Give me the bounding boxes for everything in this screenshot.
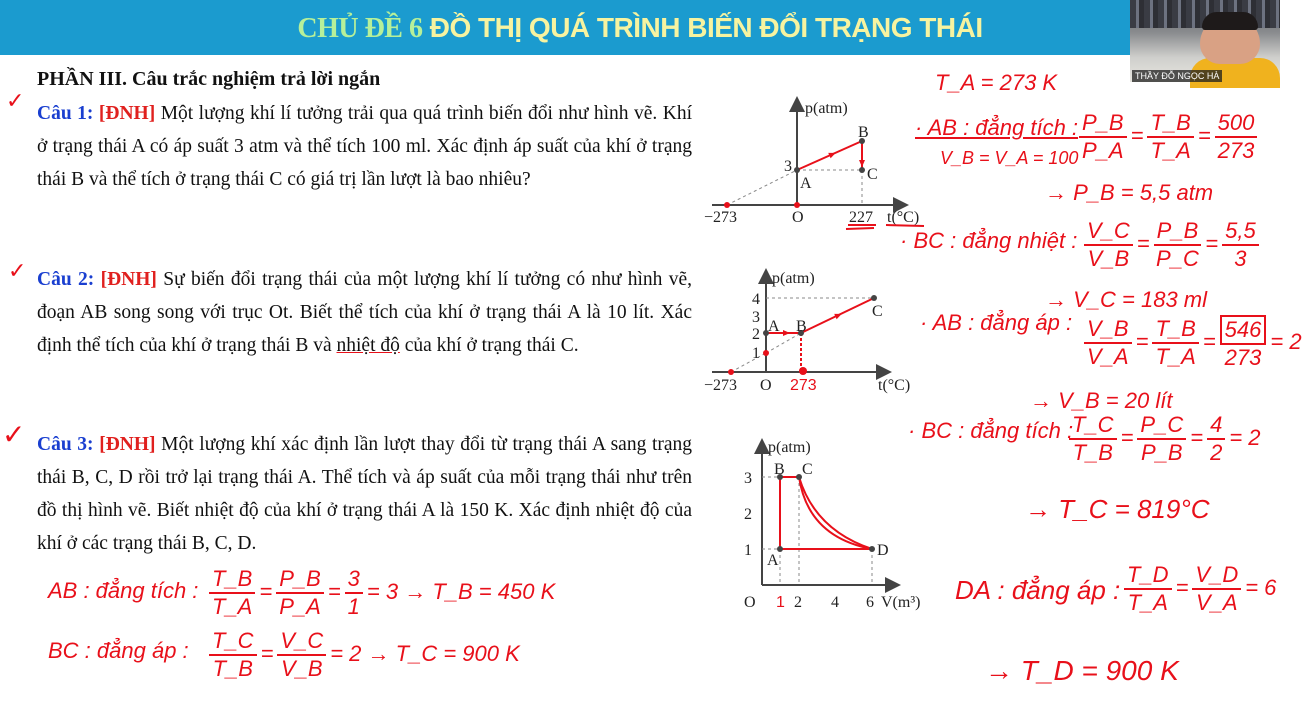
handwritten-dot bbox=[794, 202, 800, 208]
fraction bbox=[1222, 218, 1259, 272]
note-ta: T_A = 273 K bbox=[935, 70, 1058, 95]
y-axis-label: p(atm) bbox=[772, 270, 815, 287]
point-c bbox=[871, 295, 877, 301]
note-ab-isochoric: · AB : đẳng tích : bbox=[915, 115, 1079, 140]
note-ab2-equation: $\frac{V\_B}{V\_A}$ = $\frac{T\_B}{T\_A}$ = $\frac{546}{273}$ = 2 bbox=[1080, 315, 1302, 371]
x-axis-label: t(°C) bbox=[878, 377, 911, 394]
result: = 3 → T_B = 450 K bbox=[366, 578, 556, 604]
tick-label: −273 bbox=[704, 209, 738, 226]
numerator: P_B bbox=[1154, 218, 1202, 246]
origin-label: O bbox=[744, 594, 756, 611]
note-q3-ab-label: AB : đẳng tích : bbox=[48, 578, 199, 603]
question-tag: [ĐNH] bbox=[98, 103, 156, 124]
numerator: T_C bbox=[1069, 412, 1117, 440]
fraction bbox=[276, 566, 324, 620]
point-label-b: B bbox=[796, 318, 807, 335]
denominator: 2 bbox=[1210, 440, 1223, 465]
note-bc-isochoric: · BC : đẳng tích : bbox=[908, 418, 1074, 443]
note-da-equation: $\frac{T\_D}{T\_A}$ = $\frac{V\_D}{V\_A}$ = 6 bbox=[1120, 562, 1276, 616]
denominator: T_B bbox=[212, 656, 253, 681]
handwritten-dot bbox=[799, 367, 807, 375]
numerator: V_C bbox=[277, 628, 326, 656]
presenter-name: THẦY ĐỖ NGỌC HÀ bbox=[1132, 70, 1222, 82]
point-label-c: C bbox=[872, 303, 883, 320]
point-label-d: D bbox=[877, 542, 889, 559]
question-number: Câu 3: bbox=[37, 434, 94, 455]
extrapolation-line bbox=[731, 353, 766, 372]
numerator: T_B bbox=[1152, 316, 1198, 344]
point-label-a: A bbox=[800, 175, 812, 192]
point-label-a: A bbox=[768, 318, 780, 335]
numerator: V_B bbox=[1084, 316, 1132, 344]
denominator: T_A bbox=[1127, 590, 1168, 615]
origin-label: O bbox=[760, 377, 772, 394]
fraction bbox=[1137, 412, 1186, 466]
question-text: Một lượng khí lí tưởng trải qua quá trình biến đổi như hình vẽ. Khí ở trạng thái A có áp suất 3 atm và thể tích 100 ml. Xác định áp suất của khí ở trạng thái B và thể tích ở trạng thái C có giá trị lần lượt là bao nhiêu? bbox=[37, 103, 693, 190]
note-bc-isothermal: · BC : đẳng nhiệt : bbox=[900, 228, 1078, 253]
numerator: T_B bbox=[1147, 110, 1193, 138]
numerator: 500 bbox=[1215, 110, 1258, 138]
point-d bbox=[869, 546, 875, 552]
note-vb: → V_B = 20 lít bbox=[1030, 388, 1173, 413]
graph-3 bbox=[744, 439, 920, 611]
fraction bbox=[1207, 412, 1225, 466]
denominator: P_B bbox=[1141, 440, 1183, 465]
question-tag: [ĐNH] bbox=[99, 434, 156, 455]
x-axis-label: t(°C) bbox=[887, 209, 920, 226]
x-axis-label: V(m³) bbox=[881, 594, 921, 611]
tick-label: −273 bbox=[704, 377, 738, 394]
check-mark-icon: ✓ bbox=[2, 419, 26, 450]
denominator: 3 bbox=[1234, 246, 1247, 271]
question-text: Sự biến đổi trạng thái của một lượng khí lí tưởng có như hình vẽ, đoạn AB song song với trục Ot. Biết thể tích của khí ở trạng thái A là 10 lít. Xác định thể tích của khí ở trạng thái B và bbox=[37, 269, 693, 356]
graph-1 bbox=[704, 100, 924, 229]
tick-label: 4 bbox=[831, 594, 839, 611]
extrapolation-line bbox=[727, 170, 797, 205]
numerator: T_D bbox=[1124, 562, 1172, 590]
tick-label: 3 bbox=[744, 470, 752, 487]
note-pb: → P_B = 5,5 atm bbox=[1045, 180, 1214, 205]
tick-label: 1 bbox=[744, 542, 752, 559]
denominator: T_A bbox=[1150, 138, 1191, 163]
note-tc: → T_C = 819°C bbox=[1025, 494, 1210, 524]
question-text: Một lượng khí xác định lần lượt thay đổi từ trạng thái A sang trạng thái B, C, D rồi trở lại trạng thái A. Thể tích và áp suất của mỗi trạng thái như trên đồ thị hình vẽ. Biết nhiệt độ của khí ở trạng thái A là 150 K. Xác định nhiệt độ của khí ở các trạng thái B, C, D. bbox=[37, 434, 693, 554]
fraction bbox=[209, 566, 255, 620]
point-label-c: C bbox=[802, 461, 813, 478]
handwritten-dot bbox=[728, 369, 734, 375]
fraction bbox=[1147, 110, 1193, 164]
fraction bbox=[1192, 562, 1241, 616]
tick-label: 2 bbox=[794, 594, 802, 611]
fraction bbox=[209, 628, 257, 682]
denominator: V_B bbox=[1087, 246, 1130, 271]
denominator: P_A bbox=[1082, 138, 1124, 163]
handwritten-dot bbox=[763, 350, 769, 356]
denominator: 1 bbox=[347, 594, 360, 619]
point-label-b: B bbox=[858, 124, 869, 141]
numerator: T_B bbox=[209, 566, 255, 594]
question-number: Câu 1: bbox=[37, 103, 94, 124]
result: = 2 → T_C = 900 K bbox=[330, 640, 520, 666]
point-label-b: B bbox=[774, 461, 785, 478]
numerator: V_C bbox=[1084, 218, 1133, 246]
tick-label: 3 bbox=[752, 309, 760, 326]
fraction bbox=[1124, 562, 1172, 616]
tick-label: 2 bbox=[752, 326, 760, 343]
tick-label: 227 bbox=[849, 209, 873, 226]
fraction bbox=[345, 566, 363, 620]
result: = 6 bbox=[1245, 574, 1277, 600]
tick-label: 2 bbox=[744, 506, 752, 523]
numerator: 3 bbox=[345, 566, 363, 594]
denominator: V_B bbox=[281, 656, 323, 681]
question-number: Câu 2: bbox=[37, 269, 95, 290]
fraction bbox=[1220, 315, 1267, 371]
tick-label: 4 bbox=[752, 291, 760, 308]
topic-number: CHỦ ĐỀ 6 bbox=[297, 13, 423, 44]
denominator: V_A bbox=[1196, 590, 1238, 615]
point-label-a: A bbox=[767, 552, 779, 569]
segment-cd bbox=[799, 477, 872, 549]
result: = 2 bbox=[1270, 328, 1302, 354]
note-q3-bc-label: BC : đẳng áp : bbox=[48, 638, 189, 663]
topic-title: ĐỒ THỊ QUÁ TRÌNH BIẾN ĐỔI TRẠNG THÁI bbox=[429, 12, 983, 43]
denominator: P_C bbox=[1156, 246, 1199, 271]
note-vc: → V_C = 183 ml bbox=[1045, 287, 1208, 312]
denominator: 273 bbox=[1217, 138, 1255, 163]
numerator: P_C bbox=[1137, 412, 1186, 440]
tick-label: 3 bbox=[784, 158, 792, 175]
denominator: 273 bbox=[1224, 345, 1262, 370]
fraction bbox=[1215, 110, 1258, 164]
handwritten-tick: 273 bbox=[790, 377, 817, 394]
isotherm-curve bbox=[799, 477, 872, 549]
note-ab-isobaric: · AB : đẳng áp : bbox=[920, 310, 1073, 335]
fraction bbox=[277, 628, 326, 682]
numerator: 5,5 bbox=[1222, 218, 1259, 246]
note-ab-equation: $\frac{P\_B}{P\_A}$ = $\frac{T\_B}{T\_A}$ = $\frac{500}{273}$ bbox=[1075, 110, 1261, 164]
section-heading: PHẦN III. Câu trắc nghiệm trả lời ngắn bbox=[37, 68, 381, 90]
y-axis-label: p(atm) bbox=[768, 439, 811, 456]
fraction bbox=[1079, 110, 1127, 164]
question-text: của khí ở trạng thái C. bbox=[399, 335, 579, 356]
note-q3-bc-equation: $\frac{T\_C}{T\_B}$ = $\frac{V\_C}{V\_B}$ = 2 → T_C = 900 K bbox=[205, 628, 520, 682]
fraction bbox=[1084, 316, 1132, 370]
point-label-c: C bbox=[867, 166, 878, 183]
denominator: T_A bbox=[212, 594, 253, 619]
fraction bbox=[1154, 218, 1202, 272]
check-mark-icon: ✓ bbox=[8, 258, 27, 283]
extrapolation-line bbox=[766, 333, 801, 353]
y-axis-label: p(atm) bbox=[805, 100, 848, 117]
note-da-isobaric: DA : đẳng áp : bbox=[955, 575, 1121, 605]
note-vb-va: V_B = V_A = 100 bbox=[940, 148, 1079, 168]
denominator: T_B bbox=[1072, 440, 1113, 465]
denominator: V_A bbox=[1087, 344, 1129, 369]
numerator: T_C bbox=[209, 628, 257, 656]
fraction bbox=[1069, 412, 1117, 466]
note-bc2-equation: $\frac{T\_C}{T\_B}$ = $\frac{P\_C}{P\_B}$ = $\frac{4}{2}$ = 2 bbox=[1065, 412, 1261, 466]
tick-label: 1 bbox=[752, 345, 760, 362]
boxed-numerator: 546 bbox=[1220, 315, 1267, 345]
numerator: V_D bbox=[1192, 562, 1241, 590]
note-bc-equation: $\frac{V\_C}{V\_B}$ = $\frac{P\_B}{P\_C}$ = $\frac{5,5}{3}$ bbox=[1080, 218, 1263, 272]
tick-label: 6 bbox=[866, 594, 874, 611]
graph-2 bbox=[704, 270, 910, 394]
handwritten-tick: 1 bbox=[776, 594, 785, 611]
note-q3-ab-equation: $\frac{T\_B}{T\_A}$ = $\frac{P\_B}{P\_A}$ = $\frac{3}{1}$ = 3 → T_B = 450 K bbox=[205, 566, 555, 620]
result: = 2 bbox=[1229, 424, 1261, 450]
question-tag: [ĐNH] bbox=[100, 269, 157, 290]
note-td: → T_D = 900 K bbox=[985, 655, 1179, 686]
origin-label: O bbox=[792, 209, 804, 226]
point-c bbox=[859, 167, 865, 173]
numerator: P_B bbox=[1079, 110, 1127, 138]
numerator: 4 bbox=[1207, 412, 1225, 440]
fraction bbox=[1152, 316, 1198, 370]
denominator: T_A bbox=[1155, 344, 1196, 369]
denominator: P_A bbox=[279, 594, 321, 619]
fraction bbox=[1084, 218, 1133, 272]
check-mark-icon: ✓ bbox=[6, 88, 25, 113]
handwritten-dot bbox=[724, 202, 730, 208]
numerator: P_B bbox=[276, 566, 324, 594]
underlined-term: nhiệt độ bbox=[336, 335, 400, 356]
point-a bbox=[794, 167, 800, 173]
